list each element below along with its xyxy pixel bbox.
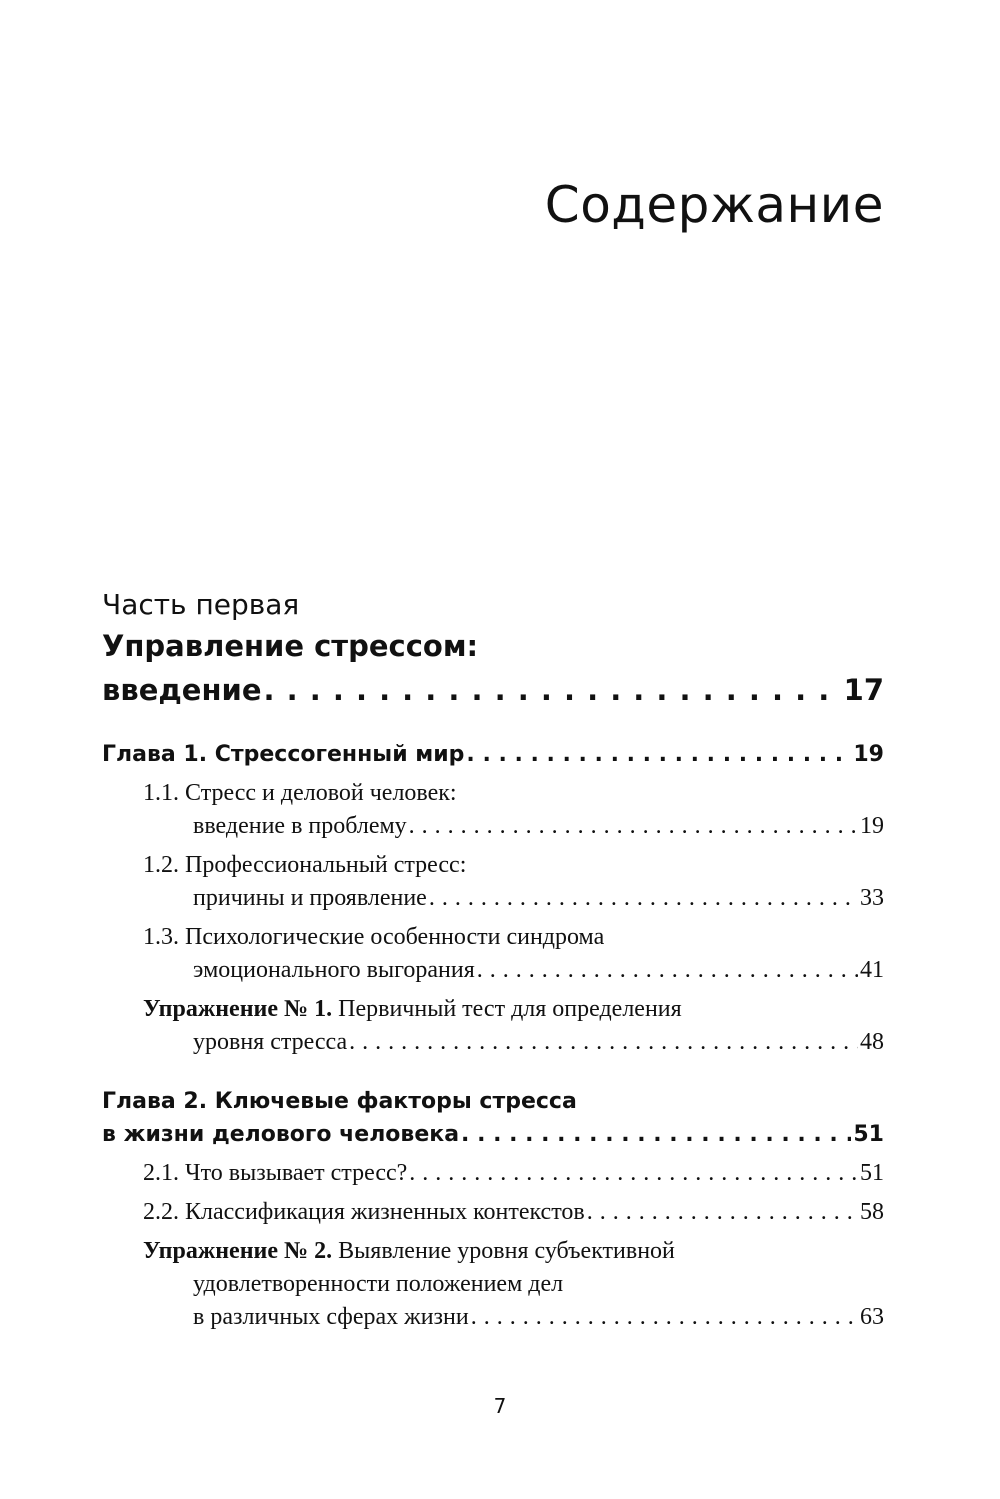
leader-dots	[471, 1301, 858, 1334]
section-title: 2.2. Классификация жизненных контекстов	[143, 1199, 585, 1225]
section-entry	[143, 777, 884, 843]
page-number: 48	[860, 1029, 884, 1055]
part-entry	[102, 586, 884, 712]
leader-dots	[409, 810, 858, 843]
section-title-line1: 1.3. Психологические особенности синдрома	[143, 924, 605, 950]
page-folio: 7	[493, 1394, 507, 1418]
exercise-title-line2: уровня стресса	[193, 1029, 348, 1055]
page-title: Содержание	[544, 175, 884, 234]
section-title-line1: 1.1. Стресс и деловой человек:	[143, 780, 457, 806]
exercise-title-line1	[143, 1235, 884, 1268]
section-entry	[143, 1196, 884, 1229]
page-number: 63	[860, 1304, 884, 1330]
leader-dots	[587, 1196, 858, 1229]
part-title-line2: введение	[102, 673, 262, 707]
section-title: 2.1. Что вызывает стресс?	[143, 1160, 408, 1186]
leader-dots	[477, 954, 858, 987]
chapter-entry	[102, 738, 884, 1059]
page-number: 19	[860, 813, 884, 839]
part-title-line1: Управление стрессом:	[102, 629, 479, 663]
part-kicker: Часть первая	[102, 588, 300, 621]
section-entry	[143, 1157, 884, 1190]
exercise-title-text: Выявление уровня субъективной	[332, 1238, 675, 1264]
page-number: 19	[853, 742, 884, 767]
section-title-line1: 1.2. Профессиональный стресс:	[143, 852, 467, 878]
page-number: 58	[860, 1199, 884, 1225]
exercise-title-line3-row	[193, 1301, 884, 1334]
chapter-title-line2: в жизни делового человека	[102, 1122, 460, 1147]
exercise-entry	[143, 993, 884, 1059]
page-number: 51	[853, 1122, 884, 1147]
exercise-label: Упражнение № 1.	[143, 996, 333, 1022]
leader-dots	[409, 1157, 858, 1190]
leader-dots	[349, 1026, 858, 1059]
section-title-row	[143, 1157, 884, 1190]
exercise-label: Упражнение № 2.	[143, 1238, 333, 1264]
section-entry	[143, 849, 884, 915]
section-title-line2-row	[193, 810, 884, 843]
chapter-title-line1: Глава 2. Ключевые факторы стресса	[102, 1089, 577, 1114]
exercise-title-text: Первичный тест для определения	[332, 996, 682, 1022]
leader-dots	[461, 1118, 851, 1151]
leader-dots	[264, 668, 842, 712]
exercise-title-line2: удовлетворенности положением дел	[193, 1271, 564, 1297]
exercise-title-line3: в различных сферах жизни	[193, 1304, 469, 1330]
section-entry	[143, 921, 884, 987]
exercise-title-line1	[143, 993, 884, 1026]
chapter-title-line2-row	[102, 1118, 884, 1151]
section-title-line2-row	[193, 882, 884, 915]
page-number: 17	[843, 673, 884, 707]
exercise-entry	[143, 1235, 884, 1334]
part-title-line2-row	[102, 668, 884, 712]
section-title-row	[143, 1196, 884, 1229]
chapter-title-row	[102, 738, 884, 771]
exercise-title-line2-row	[193, 1026, 884, 1059]
section-title-line2: введение в проблему	[193, 813, 407, 839]
chapter-title: Глава 1. Стрессогенный мир	[102, 742, 465, 767]
table-of-contents	[102, 586, 884, 1334]
section-title-line2-row	[193, 954, 884, 987]
chapter-entry	[102, 1085, 884, 1334]
page-number: 41	[860, 957, 884, 983]
leader-dots	[466, 738, 851, 771]
page-number: 33	[860, 885, 884, 911]
section-title-line2: причины и проявление	[193, 885, 427, 911]
section-title-line2: эмоционального выгорания	[193, 957, 475, 983]
page-number: 51	[860, 1160, 884, 1186]
leader-dots	[429, 882, 858, 915]
